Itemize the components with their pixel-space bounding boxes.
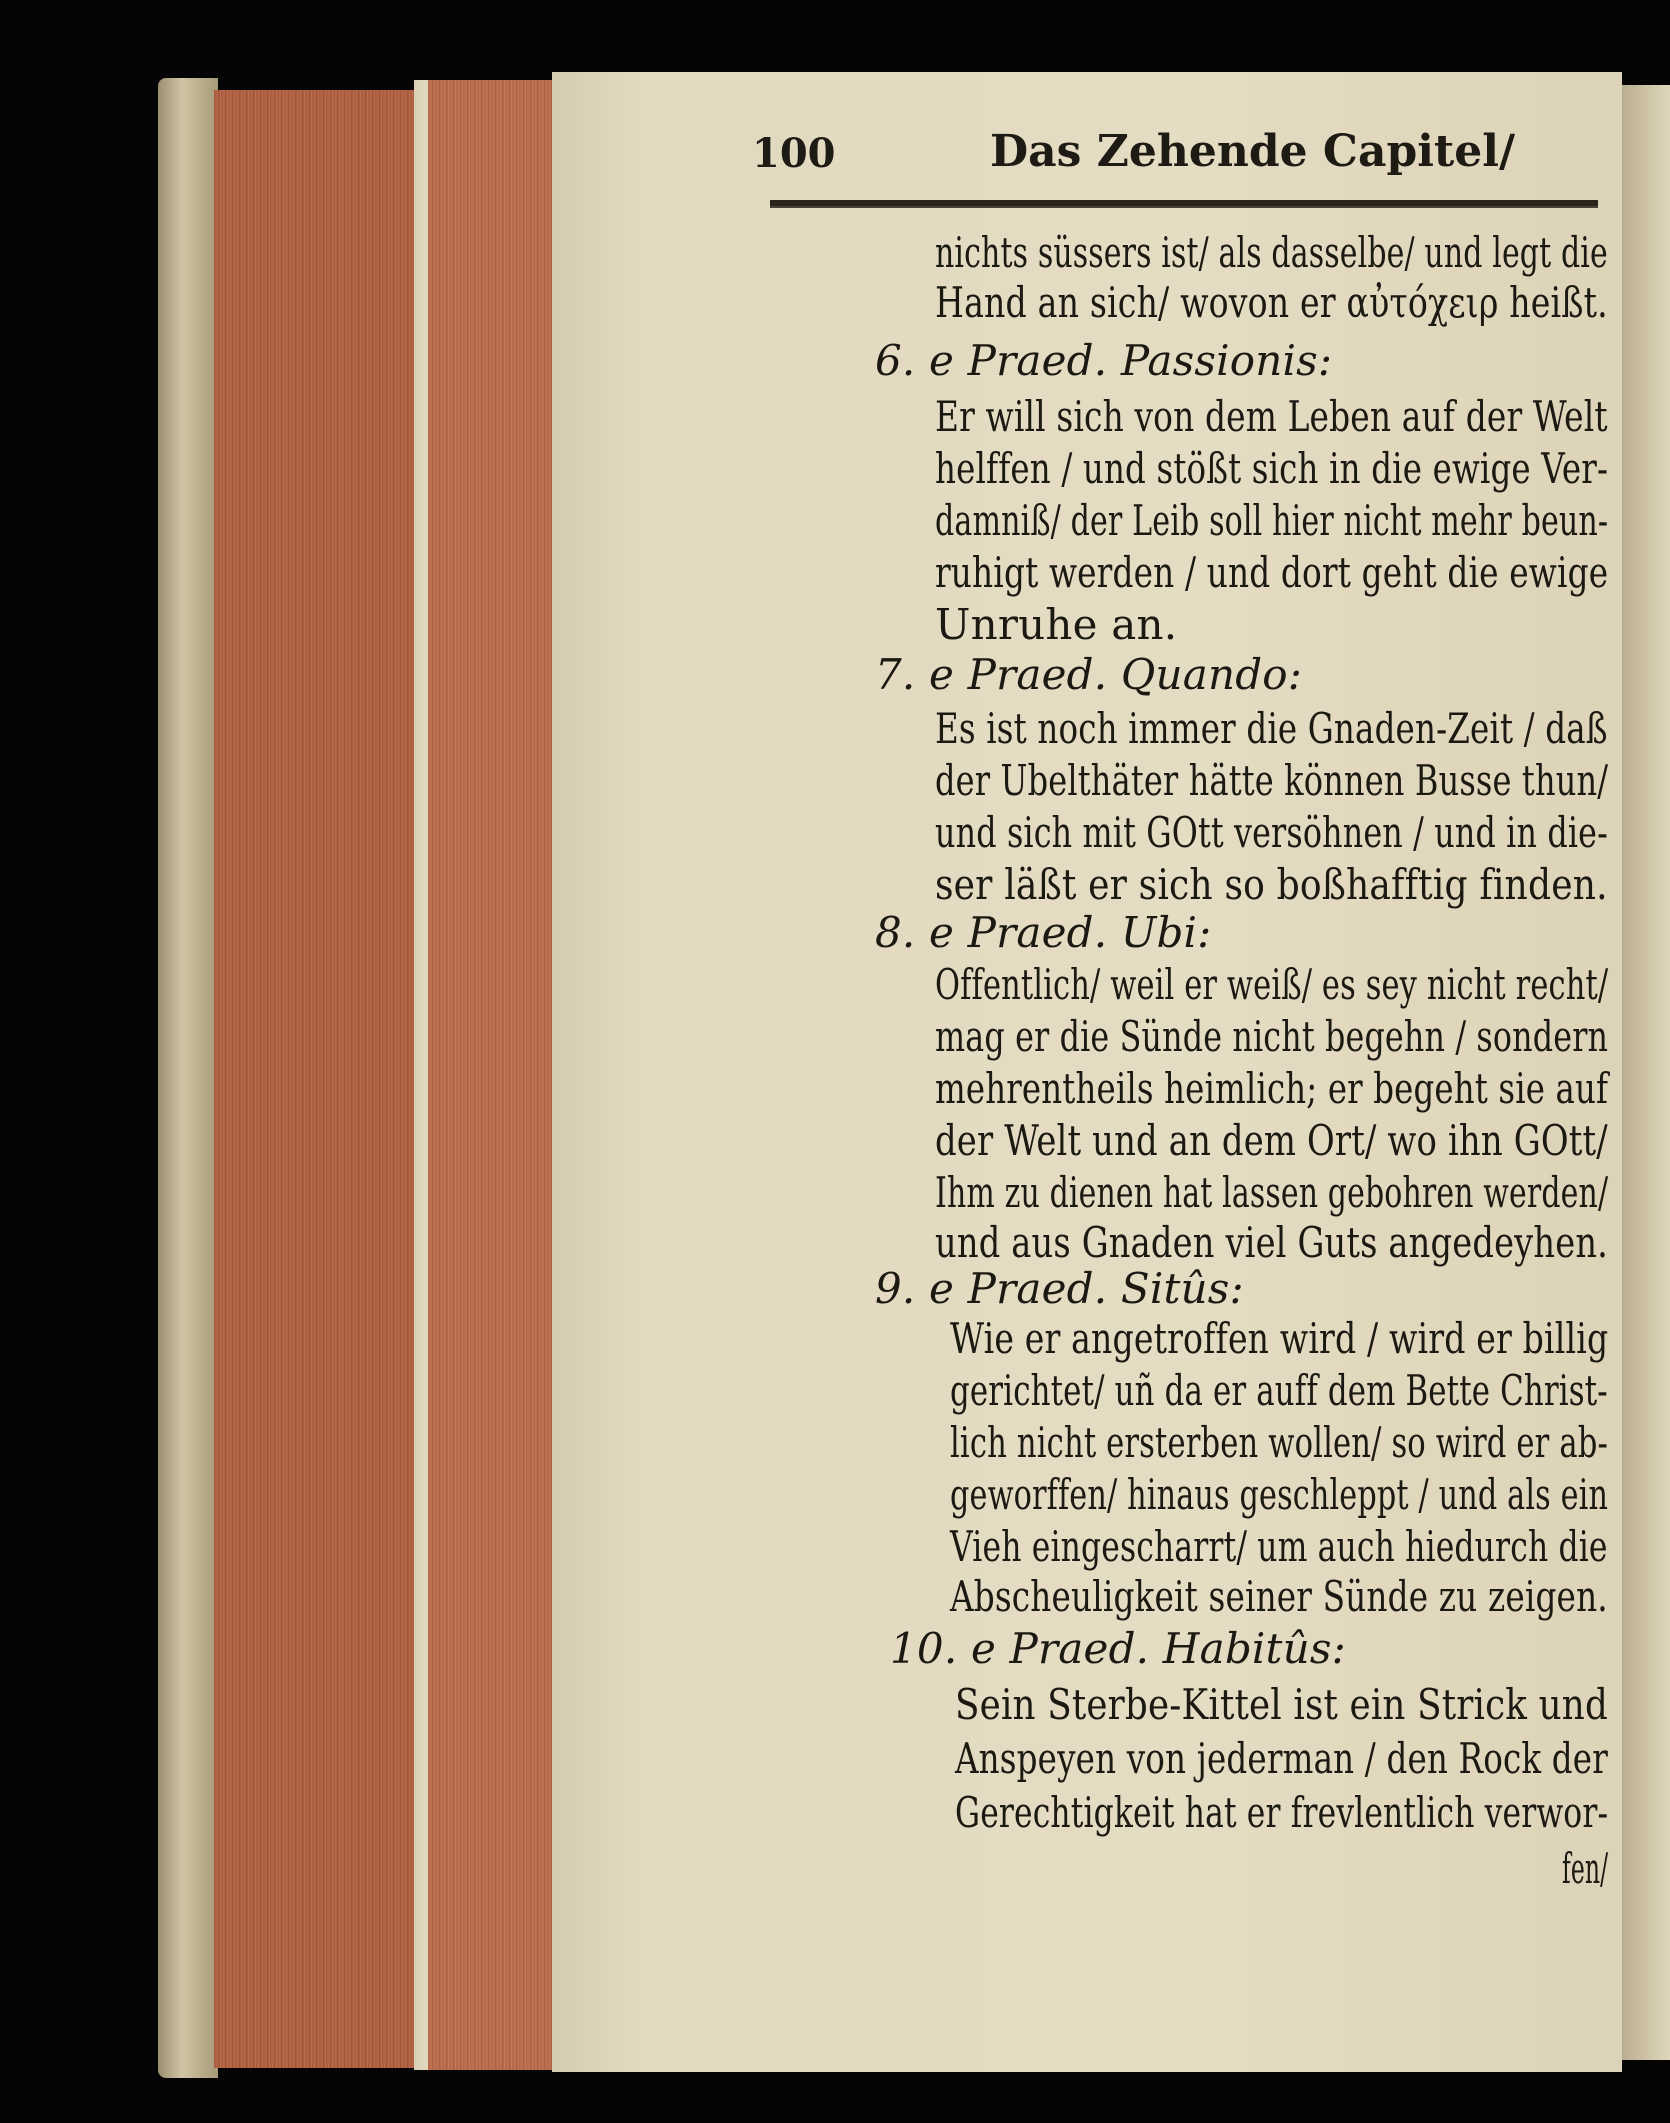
text-line: mag er die Sünde nicht begehn / sondern [935, 1012, 1609, 1061]
text-line: damniß/ der Leib soll hier nicht mehr beun- [935, 496, 1609, 545]
text-line: fen/ [1562, 1844, 1609, 1893]
section-label: 7. e Praed. Quando: [875, 650, 1303, 699]
text-line: Offentlich/ weil er weiß/ es sey nicht recht/ [935, 960, 1609, 1009]
text-line: der Ubelthäter hätte können Busse thun/ [935, 756, 1609, 805]
text-line: Er will sich von dem Leben auf der Welt [935, 392, 1608, 441]
text-line: gerichtet/ uñ da er auff dem Bette Christ- [950, 1366, 1608, 1415]
running-header: Das Zehende Capitel/ [990, 126, 1516, 177]
text-line: Wie er angetroffen wird / wird er billig [950, 1314, 1609, 1363]
text-line: geworffen/ hinaus geschleppt / und als ein [950, 1470, 1609, 1519]
book-cover-edge [158, 78, 218, 2078]
text-line: Es ist noch immer die Gnaden-Zeit / daß [935, 704, 1608, 753]
text-line: ruhigt werden / und dort geht die ewige [935, 548, 1609, 597]
text-line: Gerechtigkeit hat er frevlentlich verwor- [955, 1788, 1609, 1837]
header-rule [770, 200, 1598, 208]
text-line: lich nicht ersterben wollen/ so wird er ab- [950, 1418, 1608, 1467]
text-line: Hand an sich/ wovon er αὐτόχειρ heißt. [935, 278, 1608, 327]
facing-page-edge [1622, 85, 1670, 2060]
page-block-edge-left [214, 90, 417, 2068]
section-label: 8. e Praed. Ubi: [875, 908, 1212, 957]
page-number: 100 [752, 130, 836, 177]
section-label: 10. e Praed. Habitûs: [890, 1624, 1346, 1673]
page-block-edge-right [428, 80, 556, 2070]
text-line: Ihm zu dienen hat lassen gebohren werden/ [935, 1168, 1609, 1217]
text-line: Vieh eingescharrt/ um auch hiedurch die [950, 1522, 1608, 1571]
text-line: der Welt und an dem Ort/ wo ihn GOtt/ [935, 1116, 1608, 1165]
section-label: 9. e Praed. Sitûs: [875, 1264, 1244, 1313]
text-line: nichts süssers ist/ als dasselbe/ und legt die [935, 228, 1608, 277]
text-line: Abscheuligkeit seiner Sünde zu zeigen. [950, 1572, 1608, 1621]
text-line: Sein Sterbe-Kittel ist ein Strick und [955, 1680, 1608, 1729]
text-line: und sich mit GOtt versöhnen / und in die- [935, 808, 1608, 857]
section-label: 6. e Praed. Passionis: [875, 336, 1333, 385]
text-line: und aus Gnaden viel Guts angedeyhen. [935, 1218, 1609, 1267]
text-line: ser läßt er sich so boßhafftig finden. [935, 860, 1608, 909]
text-line: helffen / und stößt sich in die ewige Ver- [935, 444, 1609, 493]
text-line: Anspeyen von jederman / den Rock der [955, 1734, 1608, 1783]
text-line: Unruhe an. [935, 600, 1178, 649]
text-line: mehrentheils heimlich; er begeht sie auf [935, 1064, 1609, 1113]
